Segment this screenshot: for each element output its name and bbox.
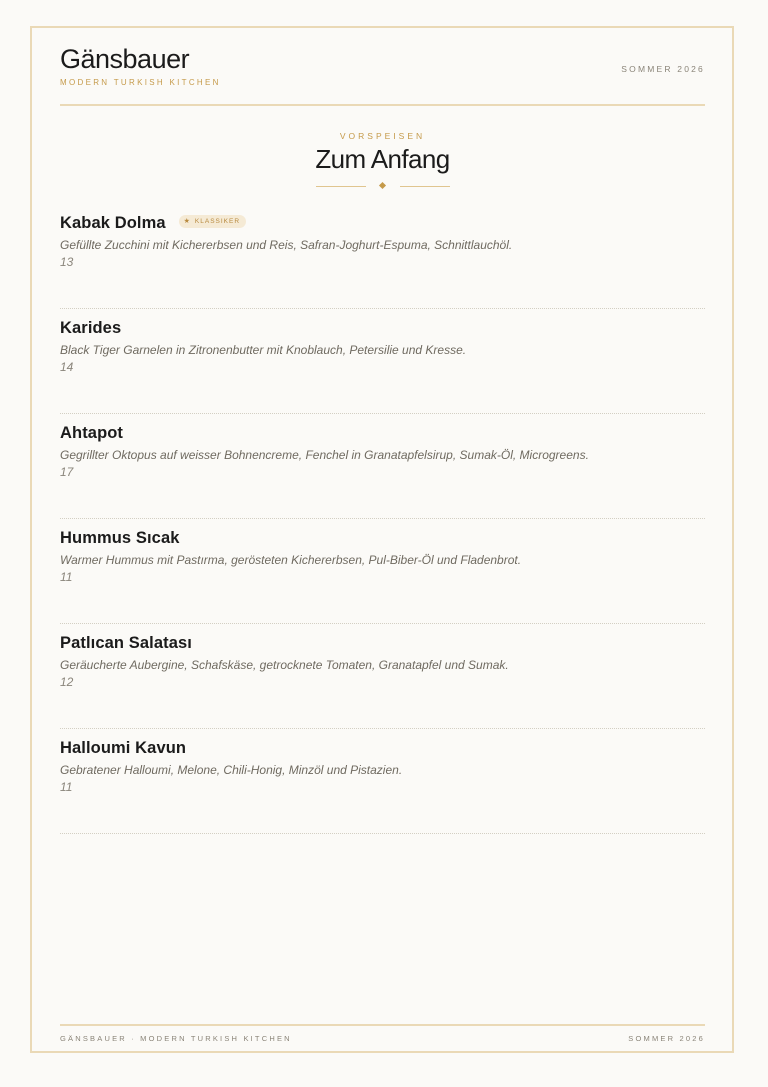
menu-item <box>60 729 705 834</box>
menu-item <box>60 204 705 309</box>
footer-season: SOMMER 2026 <box>628 1034 705 1043</box>
menu-item-title-row <box>60 737 186 759</box>
star-icon: ★ <box>183 218 191 225</box>
menu-item-price: 11 <box>60 570 73 584</box>
menu-item-description: Geräucherte Aubergine, Schafskäse, getrocknete Tomaten, Granatapfel und Sumak. <box>60 658 509 672</box>
menu-item-price: 11 <box>60 780 73 794</box>
section-title: Zum Anfang <box>315 144 450 174</box>
menu-item-name: Karides <box>60 318 122 337</box>
menu-footer <box>60 1024 705 1044</box>
menu-item-description: Gebratener Halloumi, Melone, Chili-Honig, Minzöl und Pistazien. <box>60 763 403 777</box>
menu-item-name: Halloumi Kavun <box>60 738 187 757</box>
menu-item <box>60 414 705 519</box>
menu-item-title-row <box>60 422 123 444</box>
classic-badge <box>179 215 246 228</box>
badge-label: KLASSIKER <box>194 217 241 225</box>
ornament-line-right <box>400 186 450 187</box>
menu-item-name: Hummus Sıcak <box>60 528 180 547</box>
menu-item-price: 14 <box>60 360 74 374</box>
footer-brand: GÄNSBAUER · MODERN TURKISH KITCHEN <box>60 1034 292 1043</box>
restaurant-name: Gänsbauer <box>60 44 190 74</box>
menu-item-name: Kabak Dolma <box>60 213 166 232</box>
restaurant-tagline: MODERN TURKISH KITCHEN <box>60 78 221 87</box>
menu-item-title-row <box>60 632 192 654</box>
section-ornament <box>316 182 450 192</box>
diamond-icon <box>378 182 385 189</box>
menu-item-price: 12 <box>60 675 74 689</box>
section-kicker: VORSPEISEN <box>339 131 426 141</box>
menu-item-list <box>60 204 705 834</box>
menu-item-name: Patlıcan Salatası <box>60 633 192 652</box>
menu-item-description: Gegrillter Oktopus auf weisser Bohnencreme, Fenchel in Granatapfelsirup, Sumak-Öl, Microgreens. <box>60 448 589 462</box>
menu-item-description: Black Tiger Garnelen in Zitronenbutter mit Knoblauch, Petersilie und Kresse. <box>60 343 467 357</box>
menu-item-title-row <box>60 317 121 339</box>
menu-header <box>60 42 705 106</box>
menu-item-price: 13 <box>60 255 74 269</box>
menu-item-description: Gefüllte Zucchini mit Kichererbsen und Reis, Safran-Joghurt-Espuma, Schnittlauchöl. <box>60 238 513 252</box>
menu-item-title-row <box>60 212 246 234</box>
menu-item <box>60 309 705 414</box>
menu-item-title-row <box>60 527 180 549</box>
section-heading <box>60 130 705 192</box>
menu-item-name: Ahtapot <box>60 423 124 442</box>
ornament-line-left <box>316 186 366 187</box>
menu-item <box>60 519 705 624</box>
menu-item-price: 17 <box>60 465 74 479</box>
season-label: SOMMER 2026 <box>621 64 705 74</box>
menu-item <box>60 624 705 729</box>
menu-item-description: Warmer Hummus mit Pastırma, gerösteten Kichererbsen, Pul-Biber-Öl und Fladenbrot. <box>60 553 522 567</box>
